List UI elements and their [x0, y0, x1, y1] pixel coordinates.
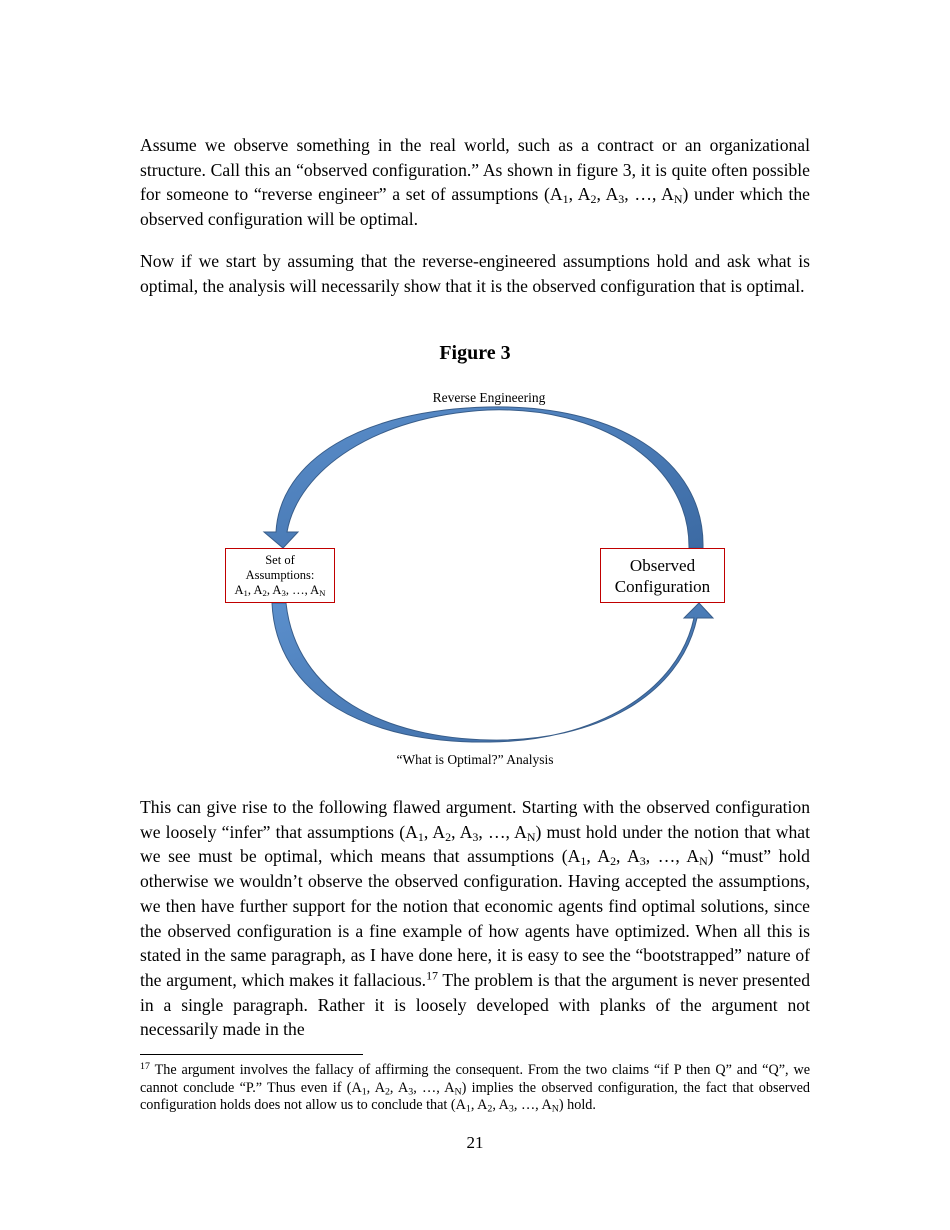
footnote-number: 17	[140, 1061, 150, 1073]
paragraph-text: This can give rise to the following flawed argument. Starting with the observed configuration we loosely “infer” that assumptions (A	[140, 797, 810, 842]
subscript: 2	[487, 1103, 493, 1115]
footnote	[140, 1062, 810, 1115]
paragraph-text: The problem is that the argument is never presented in a single paragraph. Rather it is loosely developed with planks of the argument not necessarily made in the	[140, 969, 811, 1040]
paragraph-text: , …, A	[478, 821, 527, 842]
footnote-text: ) hold.	[558, 1097, 596, 1113]
box-text: , A	[247, 583, 263, 597]
paragraph-text: , A	[596, 184, 619, 205]
reverse-engineering-label: Reverse Engineering	[432, 390, 546, 405]
footnote-text: The argument involves the fallacy of affirming the consequent. From the two claims “if P then Q” and “Q”, we cannot conclude “P.” Thus even if (A	[140, 1062, 810, 1096]
subscript: 1	[417, 829, 424, 844]
observed-box-line1: Observed	[629, 555, 696, 575]
subscript: 2	[590, 192, 597, 207]
paragraph-text: , A	[451, 821, 473, 842]
subscript: N	[454, 1085, 462, 1097]
subscript: N	[673, 192, 683, 207]
box-text: , …, A	[285, 583, 320, 597]
box-text: , A	[266, 583, 282, 597]
assumptions-box	[225, 548, 335, 603]
observed-configuration-box	[600, 548, 725, 603]
subscript: 3	[472, 829, 479, 844]
subscript: 2	[445, 829, 452, 844]
assumptions-box-line2: Assumptions:	[245, 568, 315, 582]
subscript: 1	[580, 854, 587, 869]
subscript: 3	[639, 854, 646, 869]
footnote-text: , A	[470, 1097, 488, 1113]
paragraph-text: , …, A	[624, 184, 674, 205]
paragraph-text: , A	[616, 846, 640, 867]
footnote-divider	[140, 1054, 363, 1055]
footnote-text: , …, A	[513, 1097, 552, 1113]
subscript: 1	[361, 1085, 367, 1097]
optimal-analysis-label: “What is Optimal?” Analysis	[396, 752, 554, 767]
paragraph-text: , …, A	[645, 846, 700, 867]
subscript: N	[699, 854, 708, 869]
subscript: N	[319, 588, 326, 599]
observed-box-line2: Configuration	[614, 576, 711, 596]
footnote-reference[interactable]: 17	[426, 968, 439, 983]
subscript: 1	[465, 1103, 471, 1115]
paragraph-text: , A	[423, 821, 446, 842]
subscript: N	[551, 1103, 559, 1115]
footnote-text: , …, A	[413, 1079, 455, 1096]
subscript: 1	[243, 588, 248, 599]
assumptions-box-line1: Set of	[265, 553, 295, 567]
subscript: 3	[618, 192, 625, 207]
subscript: N	[526, 829, 536, 844]
figure-title: Figure 3	[439, 342, 511, 364]
footnote-text: , A	[366, 1079, 385, 1096]
paragraph-text: ) under which the observed configuration will be optimal.	[140, 184, 810, 230]
page-number: 21	[466, 1133, 484, 1152]
paragraph-text: Assume we observe something in the real world, such as a contract or an organizational structure. Call this an “observed configuration.” As shown in figure 3, it is quite often possible for someone to “reverse engineer” a set of assumptions (A	[140, 135, 810, 205]
subscript: 2	[262, 588, 267, 599]
paragraph-text: , A	[586, 846, 611, 867]
subscript: 2	[384, 1085, 390, 1097]
subscript: 3	[281, 588, 286, 599]
paragraph-text: , A	[568, 184, 591, 205]
paragraph-2: Now if we start by assuming that the reverse-engineered assumptions hold and ask what is optimal, the analysis will necessarily show that it is the observed configuration that is optimal.	[140, 251, 810, 296]
footnote-text: , A	[492, 1097, 509, 1113]
subscript: 3	[508, 1103, 514, 1115]
footnote-text: , A	[389, 1079, 409, 1096]
box-text: A	[234, 583, 244, 597]
optimal-analysis-arrow	[272, 603, 713, 742]
paragraph-text: ) must hold under the notion that what we see must be optimal, which means that assumptions (A	[140, 821, 810, 867]
footnote-text: ) implies the observed configuration, the fact that observed configuration holds does not allow us to conclude that (A	[140, 1079, 810, 1113]
assumptions-box-line3	[234, 583, 325, 598]
subscript: 3	[408, 1085, 414, 1097]
paragraph-3	[140, 795, 810, 1042]
subscript: 2	[610, 854, 617, 869]
subscript: 1	[562, 192, 569, 207]
reverse-engineering-arrow	[264, 407, 703, 548]
paragraph-text: ) “must” hold otherwise we wouldn’t observe the observed configuration. Having accepted the assumptions, we then have further support for the notion that economic agents find optimal solutions, since the observed configuration is a fine example of how agents have optimized. When all this is stated in the same paragraph, as I have done here, it is easy to see the “bootstrapped” nature of the argument, which makes it fallacious.	[140, 846, 810, 990]
